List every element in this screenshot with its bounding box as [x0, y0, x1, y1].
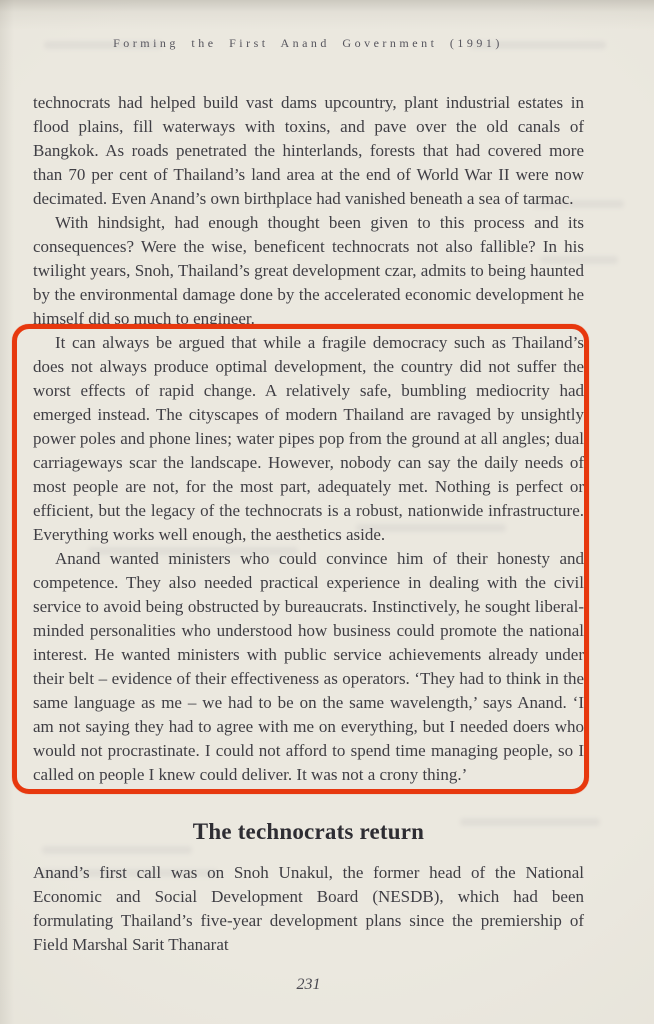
- paragraph-opening: technocrats had helped build vast dams upcountry, plant industrial estates in flood plains, fill waterways with toxins, and pave over the old canals of Bangkok. As roads penetrated the hinterlands, forests that had covered more than 70 per cent of Thailand’s land area at the end of World War II were now decimated. Even Anand’s own birthplace had vanished beneath a sea of tarmac.: [33, 93, 584, 208]
- highlighted-paragraph-ministers: Anand wanted ministers who could convince him of their honesty and competence. They also needed practical experience in dealing with the civil service to avoid being obstructed by bureaucrats. Instinctively, he sought liberal-minded personalities who understood how business could promote the national interest. He wanted ministers with public service achievements already under their belt – evidence of their effectiveness as operators. ‘They had to think in the same language as me – we had to be on the same wavelength,’ says Anand. ‘I am not saying they had to agree with me on everything, but I needed doers who would not procrastinate. I could not afford to spend time managing people, so I called on people I knew could deliver. It was not a crony thing.’: [33, 549, 584, 784]
- section-heading: The technocrats return: [192, 819, 425, 844]
- running-header: Forming the First Anand Government (1991): [113, 36, 503, 50]
- highlighted-paragraph-argued: It can always be argued that while a fragile democracy such as Thailand’s does not always produce optimal development, the country did not suffer the worst effects of rapid change. A relatively safe, bumbling mediocrity had emerged instead. The cityscapes of modern Thailand are ravaged by unsightly power poles and phone lines; water pipes pop from the ground at all angles; dual carriageways scar the landscape. However, nobody can say the daily needs of most people are not, for the most part, adequately met. Nothing is perfect or efficient, but the legacy of the technocrats is a robust, nationwide infrastructure. Everything works well enough, the aesthetics aside.: [33, 333, 584, 544]
- text-column: [33, 91, 584, 957]
- paragraph-first-call: Anand’s first call was on Snoh Unakul, the former head of the National Economic and Social Development Board (NESDB), which had been formulating Thailand’s five-year development plans since the premiership of Field Marshal Sarit Thanarat: [33, 863, 584, 954]
- page-number: 231: [296, 976, 321, 993]
- paragraph-hindsight: With hindsight, had enough thought been given to this process and its consequences? Were the wise, beneficent technocrats not also fallible? In his twilight years, Snoh, Thailand’s great development czar, admits to being haunted by the environmental damage done by the accelerated economic development he himself did so much to engineer.: [33, 213, 584, 328]
- highlighted-region: [33, 331, 584, 787]
